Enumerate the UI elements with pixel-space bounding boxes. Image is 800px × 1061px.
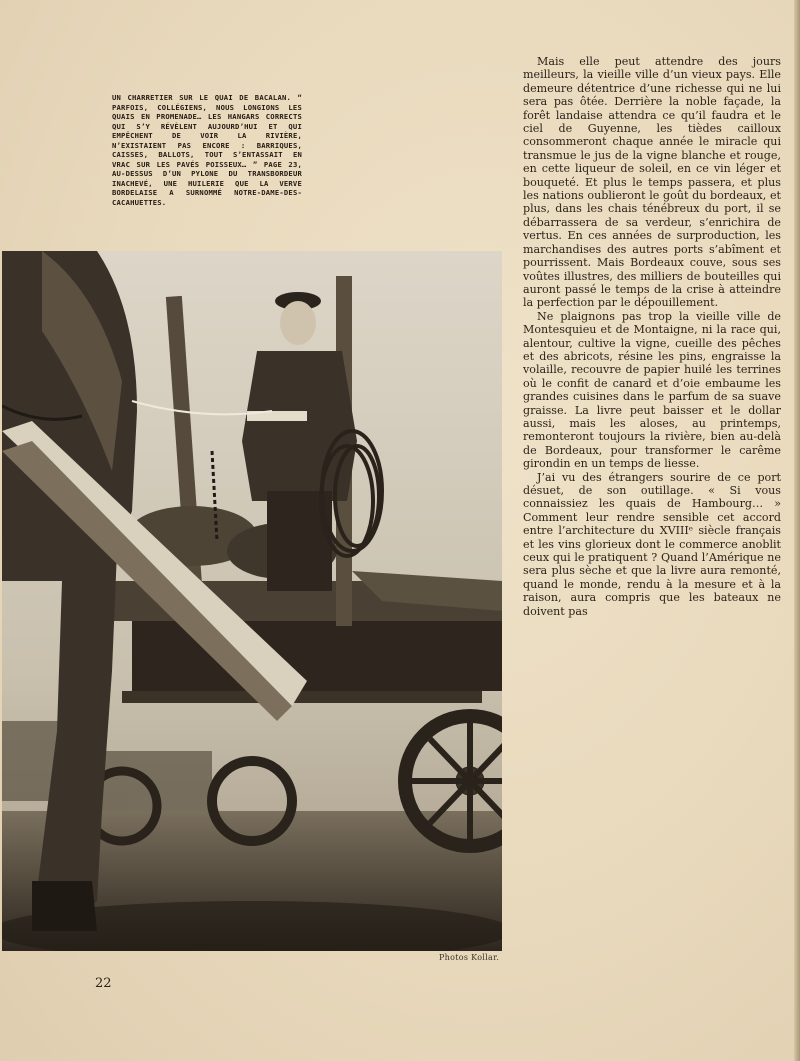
carter-photograph xyxy=(2,251,502,951)
article-text-column xyxy=(523,55,781,618)
page-number: 22 xyxy=(95,976,112,991)
photo-illustration xyxy=(2,251,502,951)
article-paragraph-2: Ne plaignons pas trop la vieille ville de Montesquieu et de Montaigne, ni la race qui, alentour, cultive la vigne, cueille des pêches et des abricots, résine les pins, engraisse la volaille, recouvre de papier huilé les terrines où le confit de canard et d’oie embaume les grandes cuisines dans le parfum de sa suave graisse. La livre peut baisser et le dollar aussi, mais les aloses, au printemps, remonteront toujours la rivière, bien au-delà de Bordeaux, pour transformer le carême girondin en un temps de liesse. xyxy=(523,309,781,471)
page-edge xyxy=(794,0,800,1061)
photo-caption: UN CHARRETIER SUR LE QUAI DE BACALAN. “ PARFOIS, COLLÉGIENS, NOUS LONGIONS LES QUAIS EN PROMENADE… LES HANGARS CORRECTS QUI S’Y RÉVÈLENT AUJOURD’HUI ET QUI EMPÊCHENT DE VOIR LA RIVIÈRE, N’EXISTAIENT PAS ENCORE : BARRIQUES, CAISSES, BALLOTS, TOUT S’ENTASSAIT EN VRAC SUR LES PAVÉS POISSEUX… ” PAGE 23, AU-DESSUS D’UN PYLONE DU TRANSBORDEUR INACHEVÉ, UNE HUILERIE QUE LA VERVE BORDELAISE A SURNOMMÉ NOTRE-DAME-DES-CACAHUETTES. xyxy=(112,93,302,207)
article-paragraph-1: Mais elle peut attendre des jours meilleurs, la vieille ville d’un vieux pays. Elle demeure détentrice d’une richesse qui ne lui sera pas ôtée. Derrière la noble façade, la forêt landaise attendra ce qu’il faudra et le ciel de Guyenne, les tièdes cailloux consommeront chaque année le miracle qui transmue le jus de la vigne blanche et rouge, en cette liqueur de soleil, en ce vin léger et bouqueté. Et plus le temps passera, et plus les nations oublieront le goût du bordeaux, et plus, dans les chais ténébreux du port, il se débarrassera de sa verdeur, s’enrichira de vertus. En ces années de surproduction, les marchandises des autres ports s’abîment et pourrissent. Mais Bordeaux couve, sous ses voûtes illustres, des milliers de bouteilles qui auront passé le temps de la crise à atteindre la perfection par le dépouillement. xyxy=(523,55,781,310)
photo-credit: Photos Kollar. xyxy=(439,953,500,962)
article-paragraph-3: J’ai vu des étrangers sourire de ce port désuet, de son outillage. « Si vous connaissiez les quais de Hambourg… » Comment leur rendre sensible cet accord entre l’architecture du XVIIIᵉ siècle français et les vins glorieux dont le commerce anoblit ceux qui le pratiquent ? Quand l’Amérique ne sera plus sèche et que la livre aura remonté, quand le monde, rendu à la mesure et à la raison, aura compris que les bateaux ne doivent pas xyxy=(523,470,781,618)
